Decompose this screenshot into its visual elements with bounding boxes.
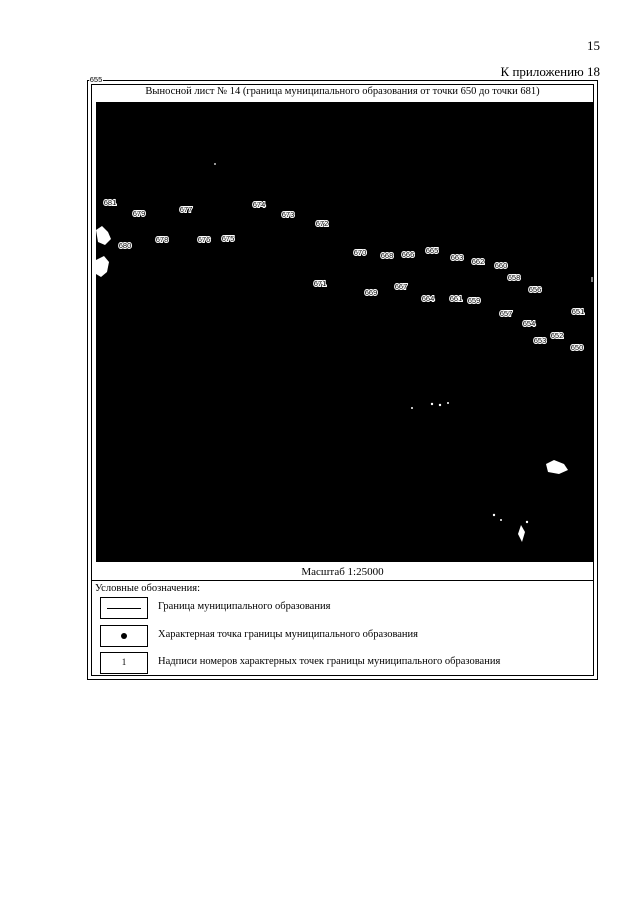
page-number: 15	[587, 38, 600, 53]
point-label-679: 679	[132, 209, 146, 218]
point-label-655: 655	[89, 75, 103, 84]
point-label-659: 659	[467, 296, 481, 305]
point-label-663: 663	[450, 253, 464, 262]
terrain-speck	[526, 521, 528, 523]
point-label-657: 657	[499, 309, 513, 318]
terrain-speck	[214, 163, 216, 165]
point-label-664: 664	[421, 294, 435, 303]
point-label-672: 672	[315, 219, 329, 228]
legend-text-labels: Надписи номеров характерных точек границы муниципального образования	[158, 656, 501, 667]
point-label-680: 680	[118, 241, 132, 250]
legend-text-point: Характерная точка границы муниципального образования	[158, 629, 418, 640]
point-label-651: 651	[571, 307, 585, 316]
point-label-661: 661	[449, 294, 463, 303]
point-label-653: 653	[533, 336, 547, 345]
legend-text-boundary: Граница муниципального образования	[158, 601, 331, 612]
map-sheet-frame	[87, 75, 598, 680]
terrain-patch-bottom	[518, 525, 525, 542]
sheet-title: Выносной лист № 14 (граница муниципального образования от точки 650 до точки 681)	[145, 86, 540, 97]
terrain-speck	[447, 402, 449, 404]
terrain-speck	[411, 407, 413, 409]
point-label-669: 669	[364, 288, 378, 297]
legend-symbol-label: 1	[100, 652, 148, 674]
point-label-650: 650	[570, 343, 584, 352]
point-label-671: 671	[313, 279, 327, 288]
point-label-668: 668	[380, 251, 394, 260]
terrain-patch-left-lower	[96, 256, 109, 277]
point-label-681: 681	[103, 198, 117, 207]
terrain-speck	[500, 519, 502, 521]
point-label-678: 678	[155, 235, 169, 244]
point-label-674: 674	[252, 200, 266, 209]
terrain-patch-right	[546, 460, 568, 474]
point-label-666: 666	[401, 250, 415, 259]
scale-label: Масштаб 1:25000	[301, 566, 384, 578]
point-label-676: 676	[197, 235, 211, 244]
point-label-654: 654	[522, 319, 536, 328]
inner-frame	[89, 75, 594, 676]
point-label-662: 662	[471, 257, 485, 266]
point-label-656: 656	[528, 285, 542, 294]
point-label-667: 667	[394, 282, 408, 291]
point-label-652: 652	[550, 331, 564, 340]
point-label-660: 660	[494, 261, 508, 270]
point-label-677: 677	[179, 205, 193, 214]
terrain-speck	[493, 514, 495, 516]
terrain-speck	[431, 403, 433, 405]
legend-symbol-line	[100, 597, 148, 619]
terrain-patch-left-upper	[96, 226, 111, 245]
point-label-673: 673	[281, 210, 295, 219]
terrain-speck	[439, 404, 441, 406]
point-label-665: 665	[425, 246, 439, 255]
legend-separator	[92, 580, 593, 581]
point-label-675: 675	[221, 234, 235, 243]
legend-symbol-dot	[100, 625, 148, 647]
point-label-670: 670	[353, 248, 367, 257]
appendix-label: К приложению 18	[500, 64, 600, 79]
legend-title: Условные обозначения:	[95, 583, 201, 594]
point-label-658: 658	[507, 273, 521, 282]
